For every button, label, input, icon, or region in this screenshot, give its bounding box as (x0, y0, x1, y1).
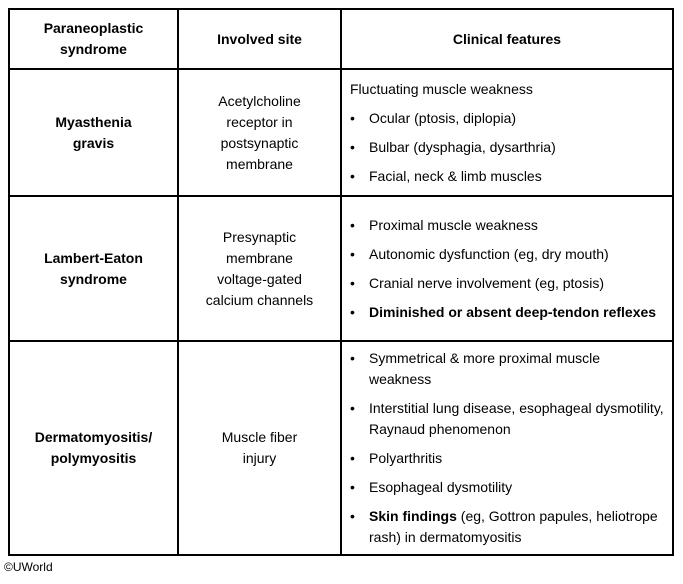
feature-item (350, 302, 664, 323)
feature-intro-line (350, 79, 664, 100)
clinical-features-cell (341, 196, 673, 341)
bullet-icon: • (350, 450, 355, 466)
involved-site-cell: Presynaptic membrane voltage-gated calcium channels (178, 196, 341, 341)
bullet-icon: • (350, 167, 355, 184)
table-header (9, 9, 673, 69)
feature-text: Autonomic dysfunction (eg, dry mouth) (369, 245, 609, 262)
feature-text: Polyarthritis (369, 450, 443, 466)
involved-site-cell: Muscle fiber injury (178, 341, 341, 555)
bullet-icon: • (350, 303, 355, 320)
col-header-involved-site: Involved site (178, 9, 341, 69)
feature-item (350, 108, 664, 129)
feature-item (350, 448, 664, 469)
feature-text: Interstitial lung disease, esophageal dysmotility, Raynaud phenomenon (369, 400, 664, 437)
bullet-icon: • (350, 216, 355, 233)
feature-text: Diminished or absent deep-tendon reflexes (369, 303, 657, 320)
syndrome-cell: Dermatomyositis/ polymyositis (9, 341, 178, 555)
feature-text: Facial, neck & limb muscles (369, 167, 542, 184)
involved-site-cell: Acetylcholine receptor in postsynaptic membrane (178, 69, 341, 196)
feature-text: Cranial nerve involvement (eg, ptosis) (369, 274, 604, 291)
feature-item (350, 166, 664, 187)
feature-item (350, 244, 664, 265)
bullet-icon: • (350, 138, 355, 155)
bullet-icon: • (350, 109, 355, 126)
feature-item (350, 348, 664, 390)
syndrome-cell: Lambert-Eaton syndrome (9, 196, 178, 341)
feature-text: Fluctuating muscle weakness (350, 80, 533, 97)
clinical-features-cell (341, 69, 673, 196)
table-body (9, 69, 673, 555)
feature-text: Symmetrical & more proximal muscle weakness (369, 350, 601, 387)
syndrome-cell: Myasthenia gravis (9, 69, 178, 196)
bullet-icon: • (350, 400, 355, 416)
feature-text: Skin findings (eg, Gottron papules, heliotrope rash) in dermatomyositis (369, 508, 658, 545)
feature-item (350, 137, 664, 158)
feature-item (350, 215, 664, 236)
feature-item (350, 477, 664, 498)
table-row (9, 69, 673, 196)
feature-item (350, 273, 664, 294)
feature-text: Esophageal dysmotility (369, 479, 513, 495)
clinical-features-cell (341, 341, 673, 555)
bullet-icon: • (350, 350, 355, 366)
feature-text: Ocular (ptosis, diplopia) (369, 109, 517, 126)
feature-item (350, 398, 664, 440)
bullet-icon: • (350, 274, 355, 291)
bullet-icon: • (350, 508, 355, 524)
bullet-icon: • (350, 479, 355, 495)
table-row (9, 341, 673, 555)
table-row (9, 196, 673, 341)
col-header-paraneoplastic-syndrome: Paraneoplastic syndrome (9, 9, 178, 69)
feature-text: Proximal muscle weakness (369, 216, 538, 233)
col-header-clinical-features: Clinical features (341, 9, 673, 69)
feature-text: Bulbar (dysphagia, dysarthria) (369, 138, 556, 155)
copyright-notice: ©UWorld (4, 560, 53, 574)
header-row (9, 9, 673, 69)
paraneoplastic-syndromes-table (8, 8, 674, 556)
bullet-icon: • (350, 245, 355, 262)
feature-item (350, 506, 664, 548)
